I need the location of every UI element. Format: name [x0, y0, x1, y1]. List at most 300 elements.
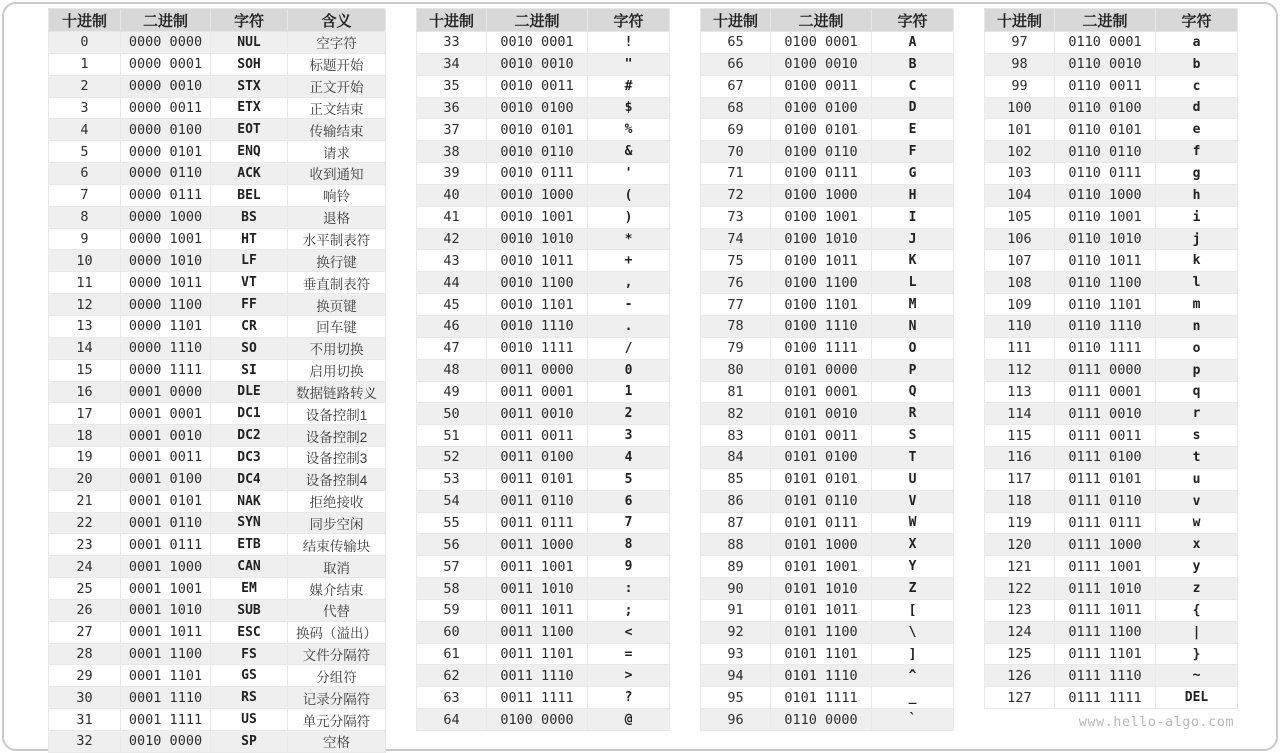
char-cell: \ [872, 621, 954, 643]
binary-cell: 0110 0110 [1055, 141, 1156, 163]
char-cell: : [588, 578, 670, 600]
table-row [985, 206, 1238, 228]
table-row [49, 206, 386, 228]
char-cell: VT [211, 272, 288, 294]
char-cell: Z [872, 578, 954, 600]
decimal-cell: 8 [49, 206, 121, 228]
binary-cell: 0000 0001 [121, 53, 211, 75]
binary-cell: 0111 1110 [1055, 665, 1156, 687]
decimal-cell: 40 [417, 184, 487, 206]
binary-cell: 0010 0011 [487, 75, 588, 97]
decimal-cell: 62 [417, 665, 487, 687]
decimal-cell: 118 [985, 490, 1055, 512]
binary-cell: 0010 0001 [487, 32, 588, 54]
decimal-cell: 48 [417, 359, 487, 381]
binary-cell: 0001 1000 [121, 556, 211, 578]
binary-cell: 0010 0100 [487, 97, 588, 119]
char-cell: w [1156, 512, 1238, 534]
table-row [49, 512, 386, 534]
binary-cell: 0110 1111 [1055, 337, 1156, 359]
table-row [985, 141, 1238, 163]
table-row [701, 534, 954, 556]
decimal-cell: 88 [701, 534, 771, 556]
char-cell: F [872, 141, 954, 163]
table-row [985, 468, 1238, 490]
table-row [701, 687, 954, 709]
char-cell: EOT [211, 119, 288, 141]
decimal-cell: 89 [701, 556, 771, 578]
table-row [985, 381, 1238, 403]
binary-cell: 0100 0001 [771, 32, 872, 54]
table-row [417, 643, 670, 665]
binary-cell: 0110 1110 [1055, 315, 1156, 337]
char-cell: s [1156, 425, 1238, 447]
binary-cell: 0100 1011 [771, 250, 872, 272]
char-cell: c [1156, 75, 1238, 97]
table-row [985, 599, 1238, 621]
table-row [985, 272, 1238, 294]
decimal-cell: 108 [985, 272, 1055, 294]
binary-cell: 0001 1110 [121, 687, 211, 709]
binary-cell: 0001 1101 [121, 665, 211, 687]
table-row [49, 75, 386, 97]
ascii-table-punct-digits [416, 8, 670, 731]
decimal-cell: 14 [49, 337, 121, 359]
decimal-cell: 25 [49, 578, 121, 600]
table-row [417, 578, 670, 600]
char-cell: * [588, 228, 670, 250]
binary-cell: 0100 0010 [771, 53, 872, 75]
meaning-cell: 同步空闲 [288, 512, 386, 534]
binary-cell: 0101 0100 [771, 447, 872, 469]
table-row [49, 381, 386, 403]
decimal-cell: 113 [985, 381, 1055, 403]
binary-cell: 0100 0101 [771, 119, 872, 141]
decimal-cell: 31 [49, 709, 121, 731]
header-row [985, 9, 1238, 32]
table-row [417, 447, 670, 469]
table-row [701, 425, 954, 447]
table-row [49, 599, 386, 621]
char-cell: e [1156, 119, 1238, 141]
binary-cell: 0100 1001 [771, 206, 872, 228]
meaning-cell: 标题开始 [288, 53, 386, 75]
char-cell: " [588, 53, 670, 75]
decimal-cell: 50 [417, 403, 487, 425]
decimal-cell: 74 [701, 228, 771, 250]
binary-cell: 0100 1100 [771, 272, 872, 294]
decimal-cell: 58 [417, 578, 487, 600]
char-cell: } [1156, 643, 1238, 665]
column-header: 字符 [1156, 9, 1238, 32]
char-cell: U [872, 468, 954, 490]
binary-cell: 0000 1010 [121, 250, 211, 272]
meaning-cell: 换页键 [288, 294, 386, 316]
table-row [701, 272, 954, 294]
decimal-cell: 70 [701, 141, 771, 163]
table-row [417, 32, 670, 54]
char-cell: p [1156, 359, 1238, 381]
meaning-cell: 文件分隔符 [288, 643, 386, 665]
binary-cell: 0010 0111 [487, 163, 588, 185]
meaning-cell: 响铃 [288, 184, 386, 206]
binary-cell: 0111 0110 [1055, 490, 1156, 512]
meaning-cell: 收到通知 [288, 163, 386, 185]
meaning-cell: 传输结束 [288, 119, 386, 141]
char-cell: u [1156, 468, 1238, 490]
char-cell: ! [588, 32, 670, 54]
meaning-cell: 分组符 [288, 665, 386, 687]
char-cell: [ [872, 599, 954, 621]
char-cell: @ [588, 709, 670, 731]
decimal-cell: 5 [49, 141, 121, 163]
binary-cell: 0010 1010 [487, 228, 588, 250]
binary-cell: 0000 0100 [121, 119, 211, 141]
table-row [985, 578, 1238, 600]
binary-cell: 0110 0010 [1055, 53, 1156, 75]
table-row [985, 97, 1238, 119]
meaning-cell: 设备控制1 [288, 403, 386, 425]
table-row [985, 621, 1238, 643]
column-header: 二进制 [771, 9, 872, 32]
decimal-cell: 37 [417, 119, 487, 141]
decimal-cell: 9 [49, 228, 121, 250]
decimal-cell: 99 [985, 75, 1055, 97]
char-cell: _ [872, 687, 954, 709]
binary-cell: 0001 0010 [121, 425, 211, 447]
decimal-cell: 46 [417, 315, 487, 337]
decimal-cell: 32 [49, 731, 121, 753]
table-row [985, 665, 1238, 687]
table-row [49, 359, 386, 381]
table-row [701, 97, 954, 119]
decimal-cell: 36 [417, 97, 487, 119]
char-cell: S [872, 425, 954, 447]
decimal-cell: 3 [49, 97, 121, 119]
char-cell: ETB [211, 534, 288, 556]
binary-cell: 0100 1010 [771, 228, 872, 250]
char-cell: ` [872, 709, 954, 731]
binary-cell: 0100 0011 [771, 75, 872, 97]
char-cell: D [872, 97, 954, 119]
char-cell: P [872, 359, 954, 381]
meaning-cell: 正文结束 [288, 97, 386, 119]
table-row [701, 468, 954, 490]
char-cell: H [872, 184, 954, 206]
binary-cell: 0111 0000 [1055, 359, 1156, 381]
char-cell: < [588, 621, 670, 643]
table-row [49, 32, 386, 54]
table-row [985, 425, 1238, 447]
decimal-cell: 18 [49, 425, 121, 447]
char-cell: $ [588, 97, 670, 119]
binary-cell: 0010 0010 [487, 53, 588, 75]
char-cell: SI [211, 359, 288, 381]
decimal-cell: 30 [49, 687, 121, 709]
char-cell: ; [588, 599, 670, 621]
char-cell: STX [211, 75, 288, 97]
char-cell: W [872, 512, 954, 534]
table-row [701, 512, 954, 534]
meaning-cell: 设备控制2 [288, 425, 386, 447]
decimal-cell: 39 [417, 163, 487, 185]
table-row [701, 403, 954, 425]
decimal-cell: 78 [701, 315, 771, 337]
table-row [417, 228, 670, 250]
meaning-cell: 启用切换 [288, 359, 386, 381]
decimal-cell: 91 [701, 599, 771, 621]
char-cell: - [588, 294, 670, 316]
binary-cell: 0001 0110 [121, 512, 211, 534]
column-header: 二进制 [487, 9, 588, 32]
decimal-cell: 55 [417, 512, 487, 534]
column-header: 十进制 [701, 9, 771, 32]
decimal-cell: 86 [701, 490, 771, 512]
char-cell: ~ [1156, 665, 1238, 687]
decimal-cell: 115 [985, 425, 1055, 447]
meaning-cell: 拒绝接收 [288, 490, 386, 512]
table-row [417, 490, 670, 512]
char-cell: ^ [872, 665, 954, 687]
meaning-cell: 单元分隔符 [288, 709, 386, 731]
decimal-cell: 27 [49, 621, 121, 643]
char-cell: ESC [211, 621, 288, 643]
binary-cell: 0100 1111 [771, 337, 872, 359]
ascii-table-lowercase [984, 8, 1238, 709]
decimal-cell: 42 [417, 228, 487, 250]
decimal-cell: 126 [985, 665, 1055, 687]
decimal-cell: 51 [417, 425, 487, 447]
table-row [985, 643, 1238, 665]
decimal-cell: 7 [49, 184, 121, 206]
binary-cell: 0101 0010 [771, 403, 872, 425]
decimal-cell: 60 [417, 621, 487, 643]
column-header: 字符 [872, 9, 954, 32]
table-row [417, 184, 670, 206]
table-row [701, 119, 954, 141]
meaning-cell: 退格 [288, 206, 386, 228]
decimal-cell: 95 [701, 687, 771, 709]
binary-cell: 0111 1001 [1055, 556, 1156, 578]
decimal-cell: 19 [49, 447, 121, 469]
table-row [701, 447, 954, 469]
decimal-cell: 79 [701, 337, 771, 359]
table-row [49, 447, 386, 469]
char-cell: NAK [211, 490, 288, 512]
binary-cell: 0010 0000 [121, 731, 211, 753]
decimal-cell: 54 [417, 490, 487, 512]
char-cell: A [872, 32, 954, 54]
decimal-cell: 11 [49, 272, 121, 294]
table-row [417, 621, 670, 643]
decimal-cell: 47 [417, 337, 487, 359]
char-cell: d [1156, 97, 1238, 119]
table-row [701, 315, 954, 337]
binary-cell: 0101 1101 [771, 643, 872, 665]
decimal-cell: 114 [985, 403, 1055, 425]
binary-cell: 0010 1101 [487, 294, 588, 316]
binary-cell: 0101 0110 [771, 490, 872, 512]
char-cell: # [588, 75, 670, 97]
table-row [701, 228, 954, 250]
char-cell: t [1156, 447, 1238, 469]
table-row [49, 141, 386, 163]
table-row [49, 731, 386, 753]
binary-cell: 0100 1000 [771, 184, 872, 206]
decimal-cell: 84 [701, 447, 771, 469]
char-cell: DC2 [211, 425, 288, 447]
char-cell: L [872, 272, 954, 294]
char-cell: 6 [588, 490, 670, 512]
header-row [701, 9, 954, 32]
char-cell: FF [211, 294, 288, 316]
decimal-cell: 2 [49, 75, 121, 97]
table-row [417, 272, 670, 294]
binary-cell: 0001 0101 [121, 490, 211, 512]
decimal-cell: 100 [985, 97, 1055, 119]
decimal-cell: 85 [701, 468, 771, 490]
meaning-cell: 数据链路转义 [288, 381, 386, 403]
meaning-cell: 垂直制表符 [288, 272, 386, 294]
table-row [985, 337, 1238, 359]
binary-cell: 0010 1000 [487, 184, 588, 206]
table-row [49, 272, 386, 294]
char-cell: . [588, 315, 670, 337]
char-cell: C [872, 75, 954, 97]
table-row [701, 337, 954, 359]
table-row [985, 53, 1238, 75]
binary-cell: 0000 0010 [121, 75, 211, 97]
binary-cell: 0110 1010 [1055, 228, 1156, 250]
decimal-cell: 56 [417, 534, 487, 556]
char-cell: b [1156, 53, 1238, 75]
decimal-cell: 75 [701, 250, 771, 272]
binary-cell: 0111 1111 [1055, 687, 1156, 709]
char-cell: O [872, 337, 954, 359]
char-cell: h [1156, 184, 1238, 206]
binary-cell: 0111 0011 [1055, 425, 1156, 447]
binary-cell: 0011 1101 [487, 643, 588, 665]
table-row [985, 32, 1238, 54]
decimal-cell: 4 [49, 119, 121, 141]
char-cell: % [588, 119, 670, 141]
char-cell: 5 [588, 468, 670, 490]
binary-cell: 0100 0111 [771, 163, 872, 185]
binary-cell: 0000 0011 [121, 97, 211, 119]
binary-cell: 0011 0110 [487, 490, 588, 512]
char-cell: ( [588, 184, 670, 206]
char-cell: V [872, 490, 954, 512]
table-row [417, 468, 670, 490]
table-row [49, 403, 386, 425]
table-row [985, 315, 1238, 337]
binary-cell: 0110 0000 [771, 709, 872, 731]
binary-cell: 0011 1010 [487, 578, 588, 600]
table-row [985, 294, 1238, 316]
table-row [701, 206, 954, 228]
table-row [985, 534, 1238, 556]
decimal-cell: 16 [49, 381, 121, 403]
meaning-cell: 取消 [288, 556, 386, 578]
binary-cell: 0101 1011 [771, 599, 872, 621]
table-row [49, 534, 386, 556]
decimal-cell: 80 [701, 359, 771, 381]
decimal-cell: 28 [49, 643, 121, 665]
column-header: 二进制 [121, 9, 211, 32]
binary-cell: 0110 1000 [1055, 184, 1156, 206]
binary-cell: 0000 1001 [121, 228, 211, 250]
decimal-cell: 76 [701, 272, 771, 294]
binary-cell: 0001 0100 [121, 468, 211, 490]
decimal-cell: 68 [701, 97, 771, 119]
binary-cell: 0111 1100 [1055, 621, 1156, 643]
char-cell: 4 [588, 447, 670, 469]
char-cell: HT [211, 228, 288, 250]
decimal-cell: 15 [49, 359, 121, 381]
table-row [49, 250, 386, 272]
decimal-cell: 81 [701, 381, 771, 403]
header-row [49, 9, 386, 32]
char-cell: z [1156, 578, 1238, 600]
decimal-cell: 64 [417, 709, 487, 731]
char-cell: RS [211, 687, 288, 709]
meaning-cell: 设备控制3 [288, 447, 386, 469]
char-cell: LF [211, 250, 288, 272]
char-cell: SUB [211, 599, 288, 621]
decimal-cell: 43 [417, 250, 487, 272]
ascii-table-control-chars [48, 8, 386, 753]
table-row [985, 75, 1238, 97]
char-cell: x [1156, 534, 1238, 556]
table-row [701, 643, 954, 665]
char-cell: M [872, 294, 954, 316]
binary-cell: 0101 0101 [771, 468, 872, 490]
meaning-cell: 换码（溢出） [288, 621, 386, 643]
char-cell: SOH [211, 53, 288, 75]
decimal-cell: 92 [701, 621, 771, 643]
char-cell: X [872, 534, 954, 556]
binary-cell: 0101 1001 [771, 556, 872, 578]
decimal-cell: 93 [701, 643, 771, 665]
site-watermark: www.hello-algo.com [1078, 714, 1234, 730]
char-cell: GS [211, 665, 288, 687]
binary-cell: 0001 0111 [121, 534, 211, 556]
binary-cell: 0111 1010 [1055, 578, 1156, 600]
decimal-cell: 10 [49, 250, 121, 272]
binary-cell: 0010 0101 [487, 119, 588, 141]
table-row [417, 512, 670, 534]
decimal-cell: 34 [417, 53, 487, 75]
meaning-cell: 空字符 [288, 32, 386, 54]
char-cell: K [872, 250, 954, 272]
binary-cell: 0000 0111 [121, 184, 211, 206]
binary-cell: 0101 1110 [771, 665, 872, 687]
table-row [417, 599, 670, 621]
meaning-cell: 结束传输块 [288, 534, 386, 556]
binary-cell: 0011 1110 [487, 665, 588, 687]
char-cell: q [1156, 381, 1238, 403]
binary-cell: 0101 1000 [771, 534, 872, 556]
table-row [701, 578, 954, 600]
decimal-cell: 83 [701, 425, 771, 447]
binary-cell: 0111 0111 [1055, 512, 1156, 534]
table-row [49, 687, 386, 709]
decimal-cell: 45 [417, 294, 487, 316]
table-row [985, 512, 1238, 534]
char-cell: a [1156, 32, 1238, 54]
table-row [49, 425, 386, 447]
binary-cell: 0011 1100 [487, 621, 588, 643]
